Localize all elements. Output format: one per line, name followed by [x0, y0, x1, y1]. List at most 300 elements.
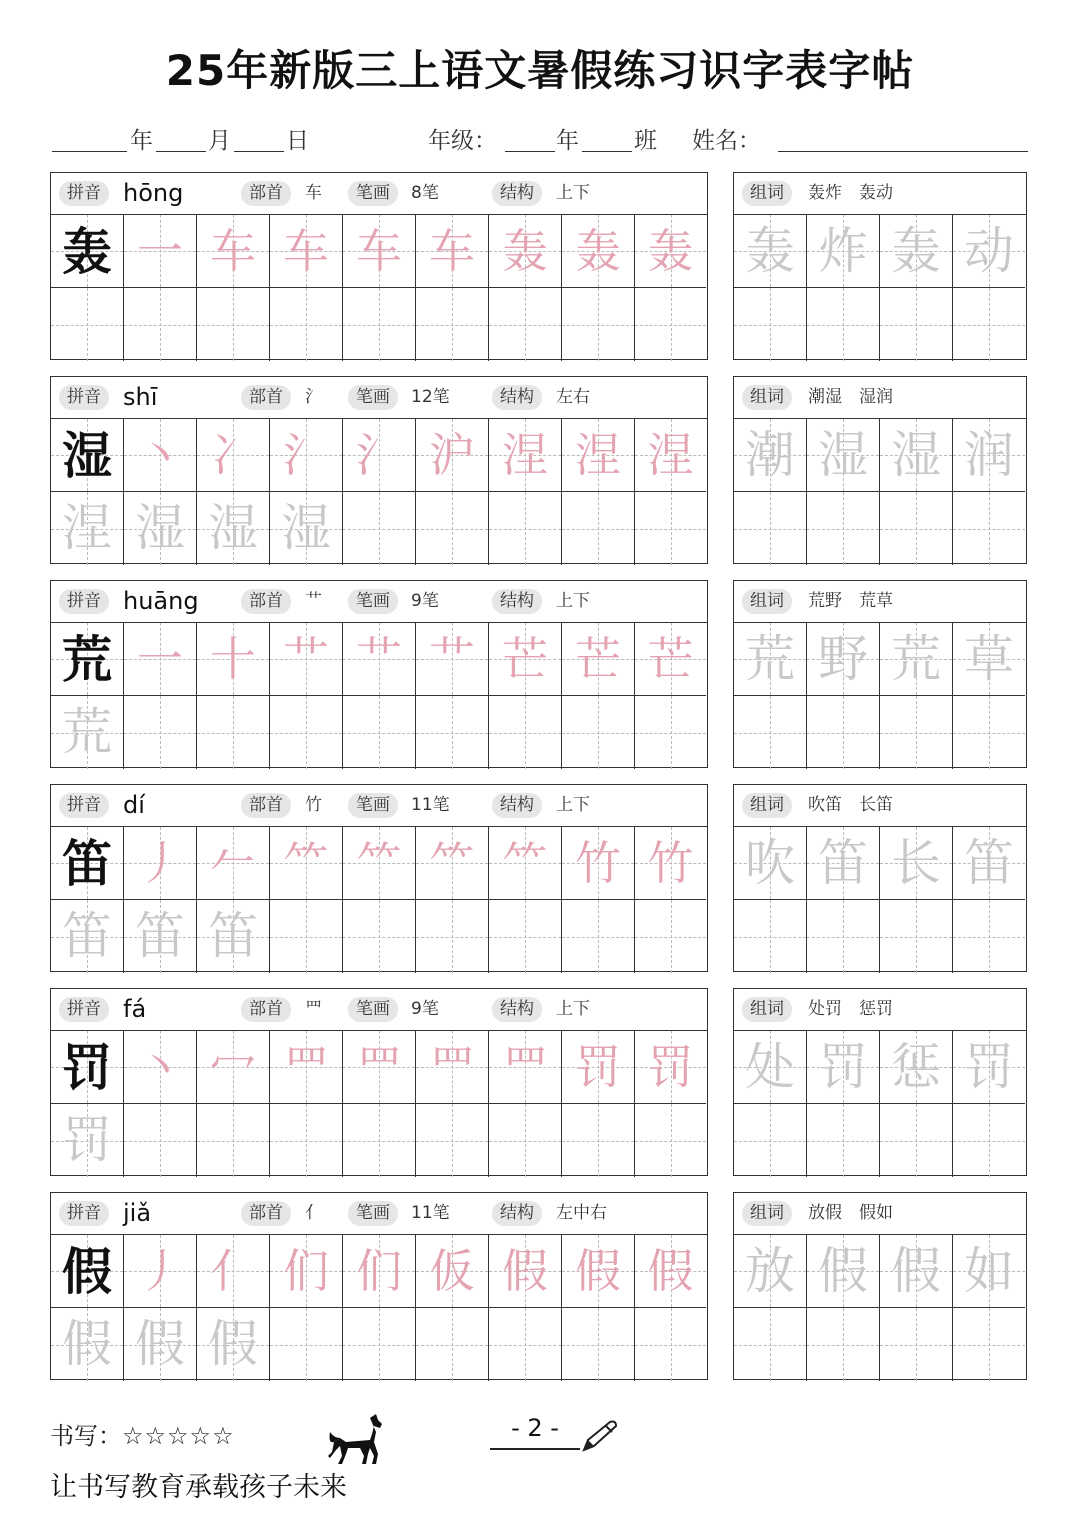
word-cell[interactable]	[953, 215, 1025, 288]
stroke-order-character: 涅	[502, 428, 548, 482]
practice-cell[interactable]	[343, 623, 416, 696]
words-label: 组词	[742, 1201, 792, 1226]
pinyin-value: dí	[123, 791, 145, 819]
word-cell[interactable]	[880, 827, 953, 900]
practice-cell[interactable]	[562, 419, 635, 492]
practice-grid	[51, 827, 707, 971]
strokes-label: 笔画	[348, 589, 398, 614]
word-cell[interactable]	[734, 1308, 807, 1381]
practice-cell[interactable]	[124, 900, 197, 973]
word-trace-character: 荒	[891, 630, 941, 688]
character-block	[50, 784, 1027, 974]
practice-panel	[50, 784, 708, 972]
word-cell[interactable]	[807, 288, 880, 361]
stroke-order-character: ⺮	[502, 836, 548, 890]
pinyin-label: 拼音	[59, 793, 109, 818]
stroke-order-character: 们	[356, 1244, 402, 1298]
rating-stars: ☆☆☆☆☆	[122, 1422, 235, 1450]
structure-label: 结构	[492, 181, 542, 206]
practice-cell[interactable]	[124, 1235, 197, 1308]
practice-cell[interactable]	[489, 215, 562, 288]
word-cell[interactable]	[807, 1104, 880, 1177]
word-cell[interactable]	[807, 827, 880, 900]
practice-cell[interactable]	[197, 215, 270, 288]
word-trace-character: 轰	[745, 222, 795, 280]
practice-cell[interactable]	[343, 1308, 416, 1381]
words-label: 组词	[742, 793, 792, 818]
practice-cell[interactable]	[635, 696, 706, 769]
practice-cell[interactable]	[124, 623, 197, 696]
character-info-header	[51, 173, 707, 215]
practice-cell[interactable]	[416, 288, 489, 361]
word-cell[interactable]	[953, 1104, 1025, 1177]
word-cell[interactable]	[734, 696, 807, 769]
practice-cell[interactable]	[197, 1235, 270, 1308]
practice-cell[interactable]	[270, 900, 343, 973]
practice-cell[interactable]	[270, 1308, 343, 1381]
stroke-order-character: 十	[210, 632, 256, 686]
word-trace-character: 动	[964, 222, 1014, 280]
practice-cell[interactable]	[270, 696, 343, 769]
stroke-order-character: 丿	[137, 1244, 183, 1298]
words-panel	[733, 1192, 1027, 1380]
trace-character: 笛	[62, 907, 112, 965]
practice-cell[interactable]	[197, 1104, 270, 1177]
practice-cell[interactable]	[635, 1308, 706, 1381]
page-title: 25年新版三上语文暑假练习识字表字帖	[165, 46, 915, 95]
words-header	[734, 377, 1026, 419]
stroke-order-character: 仮	[429, 1244, 475, 1298]
trace-character: 罚	[62, 1111, 112, 1169]
practice-grid	[51, 623, 707, 767]
student-info-row	[0, 118, 1080, 158]
practice-grid	[51, 1235, 707, 1379]
trace-character: 假	[135, 1315, 185, 1373]
word-cell[interactable]	[880, 1308, 953, 1381]
words-panel	[733, 376, 1027, 564]
stroke-order-character: 芒	[647, 632, 694, 686]
word-cell[interactable]	[734, 1031, 807, 1104]
word-cell[interactable]	[734, 419, 807, 492]
word-cell[interactable]	[734, 288, 807, 361]
practice-cell[interactable]	[635, 1104, 706, 1177]
practice-cell[interactable]	[343, 1235, 416, 1308]
stroke-order-character: 一	[137, 632, 183, 686]
practice-cell[interactable]	[489, 492, 562, 565]
stroke-order-character: 假	[647, 1244, 694, 1298]
stroke-order-character: 芒	[575, 632, 621, 686]
practice-cell[interactable]	[562, 492, 635, 565]
pinyin-value: shī	[123, 383, 158, 411]
words-value: 潮湿 湿润	[808, 387, 893, 407]
month-label: 月	[208, 128, 231, 154]
words-panel	[733, 988, 1027, 1176]
word-trace-character: 湿	[891, 426, 941, 484]
stroke-order-character: 竹	[647, 836, 694, 890]
stroke-order-character: 丶	[137, 428, 183, 482]
stroke-order-character: 艹	[283, 632, 329, 686]
word-cell[interactable]	[953, 1235, 1025, 1308]
practice-cell[interactable]	[489, 900, 562, 973]
practice-cell[interactable]	[562, 288, 635, 361]
stroke-order-character: 罒	[283, 1040, 329, 1094]
words-grid	[734, 827, 1026, 971]
stroke-order-character: 罒	[356, 1040, 402, 1094]
practice-cell[interactable]	[197, 623, 270, 696]
practice-cell[interactable]	[51, 1031, 124, 1104]
practice-cell[interactable]	[197, 900, 270, 973]
words-header	[734, 581, 1026, 623]
practice-cell[interactable]	[343, 288, 416, 361]
practice-cell[interactable]	[270, 492, 343, 565]
word-trace-character: 湿	[818, 426, 868, 484]
practice-cell[interactable]	[562, 827, 635, 900]
practice-cell[interactable]	[270, 1104, 343, 1177]
character-block	[50, 1192, 1027, 1382]
practice-cell[interactable]	[51, 419, 124, 492]
radical-label: 部首	[241, 997, 291, 1022]
radical-value: 罒	[305, 999, 322, 1019]
stroke-order-character: 轰	[502, 224, 548, 278]
stroke-order-character: 们	[283, 1244, 329, 1298]
structure-label: 结构	[492, 793, 542, 818]
word-cell[interactable]	[953, 1308, 1025, 1381]
structure-value: 上下	[556, 183, 590, 203]
pinyin-value: jiǎ	[123, 1199, 152, 1227]
word-cell[interactable]	[807, 696, 880, 769]
practice-cell[interactable]	[635, 1235, 706, 1308]
stroke-order-character: 艹	[356, 632, 402, 686]
stroke-order-character: 涅	[647, 428, 694, 482]
word-cell[interactable]	[880, 215, 953, 288]
word-cell[interactable]	[953, 696, 1025, 769]
practice-cell[interactable]	[51, 1235, 124, 1308]
stroke-order-character: 𠂉	[210, 836, 256, 890]
word-trace-character: 处	[745, 1038, 795, 1096]
word-cell[interactable]	[807, 419, 880, 492]
trace-character: 湿	[208, 499, 258, 557]
word-trace-character: 笛	[964, 834, 1014, 892]
practice-cell[interactable]	[562, 215, 635, 288]
practice-cell[interactable]	[635, 623, 706, 696]
practice-cell[interactable]	[124, 215, 197, 288]
word-cell[interactable]	[807, 623, 880, 696]
practice-panel	[50, 376, 708, 564]
stroke-order-character: ⺮	[356, 836, 402, 890]
practice-cell[interactable]	[562, 1308, 635, 1381]
strokes-label: 笔画	[348, 181, 398, 206]
practice-cell[interactable]	[270, 623, 343, 696]
word-trace-character: 润	[964, 426, 1014, 484]
word-trace-character: 荒	[745, 630, 795, 688]
stroke-order-character: 氵	[283, 428, 329, 482]
practice-cell[interactable]	[270, 288, 343, 361]
practice-cell[interactable]	[197, 492, 270, 565]
character-info-header	[51, 989, 707, 1031]
structure-label: 结构	[492, 589, 542, 614]
practice-cell[interactable]	[197, 827, 270, 900]
pinyin-value: huāng	[123, 587, 199, 615]
word-cell[interactable]	[880, 623, 953, 696]
practice-cell[interactable]	[489, 1235, 562, 1308]
word-trace-character: 罚	[964, 1038, 1014, 1096]
radical-value: 竹	[305, 795, 322, 815]
practice-cell[interactable]	[270, 1235, 343, 1308]
word-cell[interactable]	[953, 827, 1025, 900]
practice-cell[interactable]	[51, 288, 124, 361]
slogan: 让书写教育承载孩子未来	[50, 1472, 347, 1503]
pen-icon	[578, 1418, 622, 1454]
word-cell[interactable]	[953, 623, 1025, 696]
practice-panel	[50, 172, 708, 360]
word-trace-character: 潮	[745, 426, 795, 484]
word-trace-character: 惩	[891, 1038, 941, 1096]
practice-panel	[50, 988, 708, 1176]
word-cell[interactable]	[880, 492, 953, 565]
practice-cell[interactable]	[124, 1031, 197, 1104]
radical-label: 部首	[241, 793, 291, 818]
practice-cell[interactable]	[489, 1031, 562, 1104]
word-cell[interactable]	[880, 419, 953, 492]
words-panel	[733, 784, 1027, 972]
word-cell[interactable]	[953, 900, 1025, 973]
word-cell[interactable]	[734, 1235, 807, 1308]
practice-cell[interactable]	[562, 1235, 635, 1308]
practice-cell[interactable]	[343, 900, 416, 973]
character-info-header	[51, 581, 707, 623]
stroke-order-character: 冫	[210, 428, 256, 482]
words-value: 荒野 荒草	[808, 591, 893, 611]
name-label: 姓名：	[692, 128, 761, 154]
practice-cell[interactable]	[124, 492, 197, 565]
practice-cell[interactable]	[489, 696, 562, 769]
word-cell[interactable]	[880, 1104, 953, 1177]
practice-cell[interactable]	[197, 288, 270, 361]
structure-label: 结构	[492, 385, 542, 410]
practice-cell[interactable]	[343, 696, 416, 769]
strokes-value: 11笔	[411, 1203, 450, 1223]
practice-cell[interactable]	[489, 288, 562, 361]
practice-cell[interactable]	[51, 827, 124, 900]
practice-cell[interactable]	[343, 1104, 416, 1177]
practice-cell[interactable]	[635, 827, 706, 900]
stroke-order-character: 罚	[575, 1040, 621, 1094]
word-cell[interactable]	[734, 900, 807, 973]
trace-character: 笛	[135, 907, 185, 965]
word-cell[interactable]	[880, 1031, 953, 1104]
word-cell[interactable]	[807, 1308, 880, 1381]
page-number: - 2 -	[490, 1414, 580, 1450]
model-character: 湿	[62, 426, 112, 485]
practice-cell[interactable]	[562, 900, 635, 973]
pinyin-value: fá	[123, 995, 147, 1023]
practice-cell[interactable]	[562, 696, 635, 769]
word-trace-character: 笛	[818, 834, 868, 892]
word-cell[interactable]	[734, 827, 807, 900]
words-value: 吹笛 长笛	[808, 795, 893, 815]
practice-cell[interactable]	[416, 1235, 489, 1308]
grade-class-label: 班	[634, 128, 657, 154]
stroke-order-character: 丶	[137, 1040, 183, 1094]
word-cell[interactable]	[734, 215, 807, 288]
practice-cell[interactable]	[124, 1104, 197, 1177]
practice-cell[interactable]	[489, 1308, 562, 1381]
stroke-order-character: 艹	[429, 632, 475, 686]
strokes-value: 9笔	[411, 999, 439, 1019]
practice-cell[interactable]	[635, 215, 706, 288]
practice-cell[interactable]	[270, 1031, 343, 1104]
year-label: 年	[130, 128, 153, 154]
practice-cell[interactable]	[124, 419, 197, 492]
practice-cell[interactable]	[416, 696, 489, 769]
practice-cell[interactable]	[124, 696, 197, 769]
practice-cell[interactable]	[489, 1104, 562, 1177]
practice-cell[interactable]	[51, 215, 124, 288]
practice-cell[interactable]	[124, 288, 197, 361]
practice-cell[interactable]	[416, 1104, 489, 1177]
word-cell[interactable]	[807, 1235, 880, 1308]
practice-cell[interactable]	[416, 215, 489, 288]
character-info-header	[51, 1193, 707, 1235]
practice-cell[interactable]	[489, 827, 562, 900]
word-cell[interactable]	[807, 492, 880, 565]
practice-cell[interactable]	[270, 215, 343, 288]
word-cell[interactable]	[880, 1235, 953, 1308]
practice-cell[interactable]	[635, 492, 706, 565]
strokes-label: 笔画	[348, 997, 398, 1022]
character-info-header	[51, 377, 707, 419]
practice-cell[interactable]	[343, 492, 416, 565]
stroke-order-character: 冖	[210, 1040, 256, 1094]
stroke-order-character: 罒	[429, 1040, 475, 1094]
radical-label: 部首	[241, 385, 291, 410]
stroke-order-character: 轰	[575, 224, 621, 278]
word-cell[interactable]	[953, 419, 1025, 492]
practice-cell[interactable]	[51, 492, 124, 565]
practice-cell[interactable]	[416, 492, 489, 565]
model-character: 荒	[62, 630, 112, 689]
practice-cell[interactable]	[416, 1308, 489, 1381]
word-cell[interactable]	[807, 215, 880, 288]
word-cell[interactable]	[953, 288, 1025, 361]
words-header	[734, 173, 1026, 215]
practice-cell[interactable]	[124, 1308, 197, 1381]
trace-character: 假	[208, 1315, 258, 1373]
practice-cell[interactable]	[416, 419, 489, 492]
structure-value: 上下	[556, 591, 590, 611]
practice-cell[interactable]	[343, 1031, 416, 1104]
structure-value: 上下	[556, 795, 590, 815]
practice-cell[interactable]	[489, 419, 562, 492]
structure-label: 结构	[492, 997, 542, 1022]
practice-cell[interactable]	[51, 1104, 124, 1177]
grade-label: 年级：	[428, 128, 497, 154]
practice-cell[interactable]	[416, 900, 489, 973]
strokes-value: 8笔	[411, 183, 439, 203]
word-cell[interactable]	[807, 1031, 880, 1104]
word-cell[interactable]	[734, 492, 807, 565]
practice-cell[interactable]	[51, 900, 124, 973]
stroke-order-character: 丿	[137, 836, 183, 890]
practice-cell[interactable]	[416, 827, 489, 900]
words-label: 组词	[742, 181, 792, 206]
practice-cell[interactable]	[197, 419, 270, 492]
practice-cell[interactable]	[562, 623, 635, 696]
word-trace-character: 轰	[891, 222, 941, 280]
radical-value: 艹	[305, 591, 322, 611]
practice-cell[interactable]	[270, 827, 343, 900]
practice-cell[interactable]	[635, 419, 706, 492]
practice-cell[interactable]	[416, 1031, 489, 1104]
stroke-order-character: 车	[283, 224, 329, 278]
stroke-order-character: 竹	[575, 836, 621, 890]
practice-cell[interactable]	[51, 623, 124, 696]
practice-panel	[50, 1192, 708, 1380]
practice-cell[interactable]	[343, 215, 416, 288]
word-cell[interactable]	[880, 288, 953, 361]
word-trace-character: 罚	[818, 1038, 868, 1096]
word-cell[interactable]	[953, 1031, 1025, 1104]
word-cell[interactable]	[880, 900, 953, 973]
horse-icon	[326, 1412, 386, 1468]
word-cell[interactable]	[734, 623, 807, 696]
trace-character: 湿	[135, 499, 185, 557]
pinyin-value: hōng	[123, 179, 184, 207]
practice-cell[interactable]	[343, 827, 416, 900]
stroke-order-character: 轰	[647, 224, 694, 278]
practice-cell[interactable]	[635, 1031, 706, 1104]
stroke-order-character: ⺮	[283, 836, 329, 890]
stroke-order-character: ⺮	[429, 836, 475, 890]
strokes-label: 笔画	[348, 385, 398, 410]
words-header	[734, 1193, 1026, 1235]
words-grid	[734, 419, 1026, 563]
word-cell[interactable]	[734, 1104, 807, 1177]
stroke-order-character: 假	[502, 1244, 548, 1298]
practice-cell[interactable]	[416, 623, 489, 696]
practice-cell[interactable]	[635, 288, 706, 361]
stroke-order-character: 氵	[356, 428, 402, 482]
structure-value: 左右	[556, 387, 590, 407]
radical-value: 车	[305, 183, 322, 203]
practice-cell[interactable]	[270, 419, 343, 492]
practice-cell[interactable]	[343, 419, 416, 492]
practice-cell[interactable]	[51, 696, 124, 769]
strokes-label: 笔画	[348, 793, 398, 818]
practice-cell[interactable]	[197, 1308, 270, 1381]
pinyin-label: 拼音	[59, 385, 109, 410]
word-trace-character: 放	[745, 1242, 795, 1300]
writing-rating	[50, 1416, 235, 1451]
word-trace-character: 假	[818, 1242, 868, 1300]
stroke-order-character: 一	[137, 224, 183, 278]
practice-cell[interactable]	[124, 827, 197, 900]
word-cell[interactable]	[880, 696, 953, 769]
stroke-order-character: 车	[356, 224, 402, 278]
practice-cell[interactable]	[197, 696, 270, 769]
practice-cell[interactable]	[489, 623, 562, 696]
word-cell[interactable]	[953, 492, 1025, 565]
model-character: 轰	[62, 222, 112, 281]
practice-cell[interactable]	[562, 1031, 635, 1104]
practice-cell[interactable]	[197, 1031, 270, 1104]
word-cell[interactable]	[807, 900, 880, 973]
practice-cell[interactable]	[51, 1308, 124, 1381]
practice-cell[interactable]	[635, 900, 706, 973]
practice-cell[interactable]	[562, 1104, 635, 1177]
practice-grid	[51, 215, 707, 359]
word-trace-character: 长	[891, 834, 941, 892]
